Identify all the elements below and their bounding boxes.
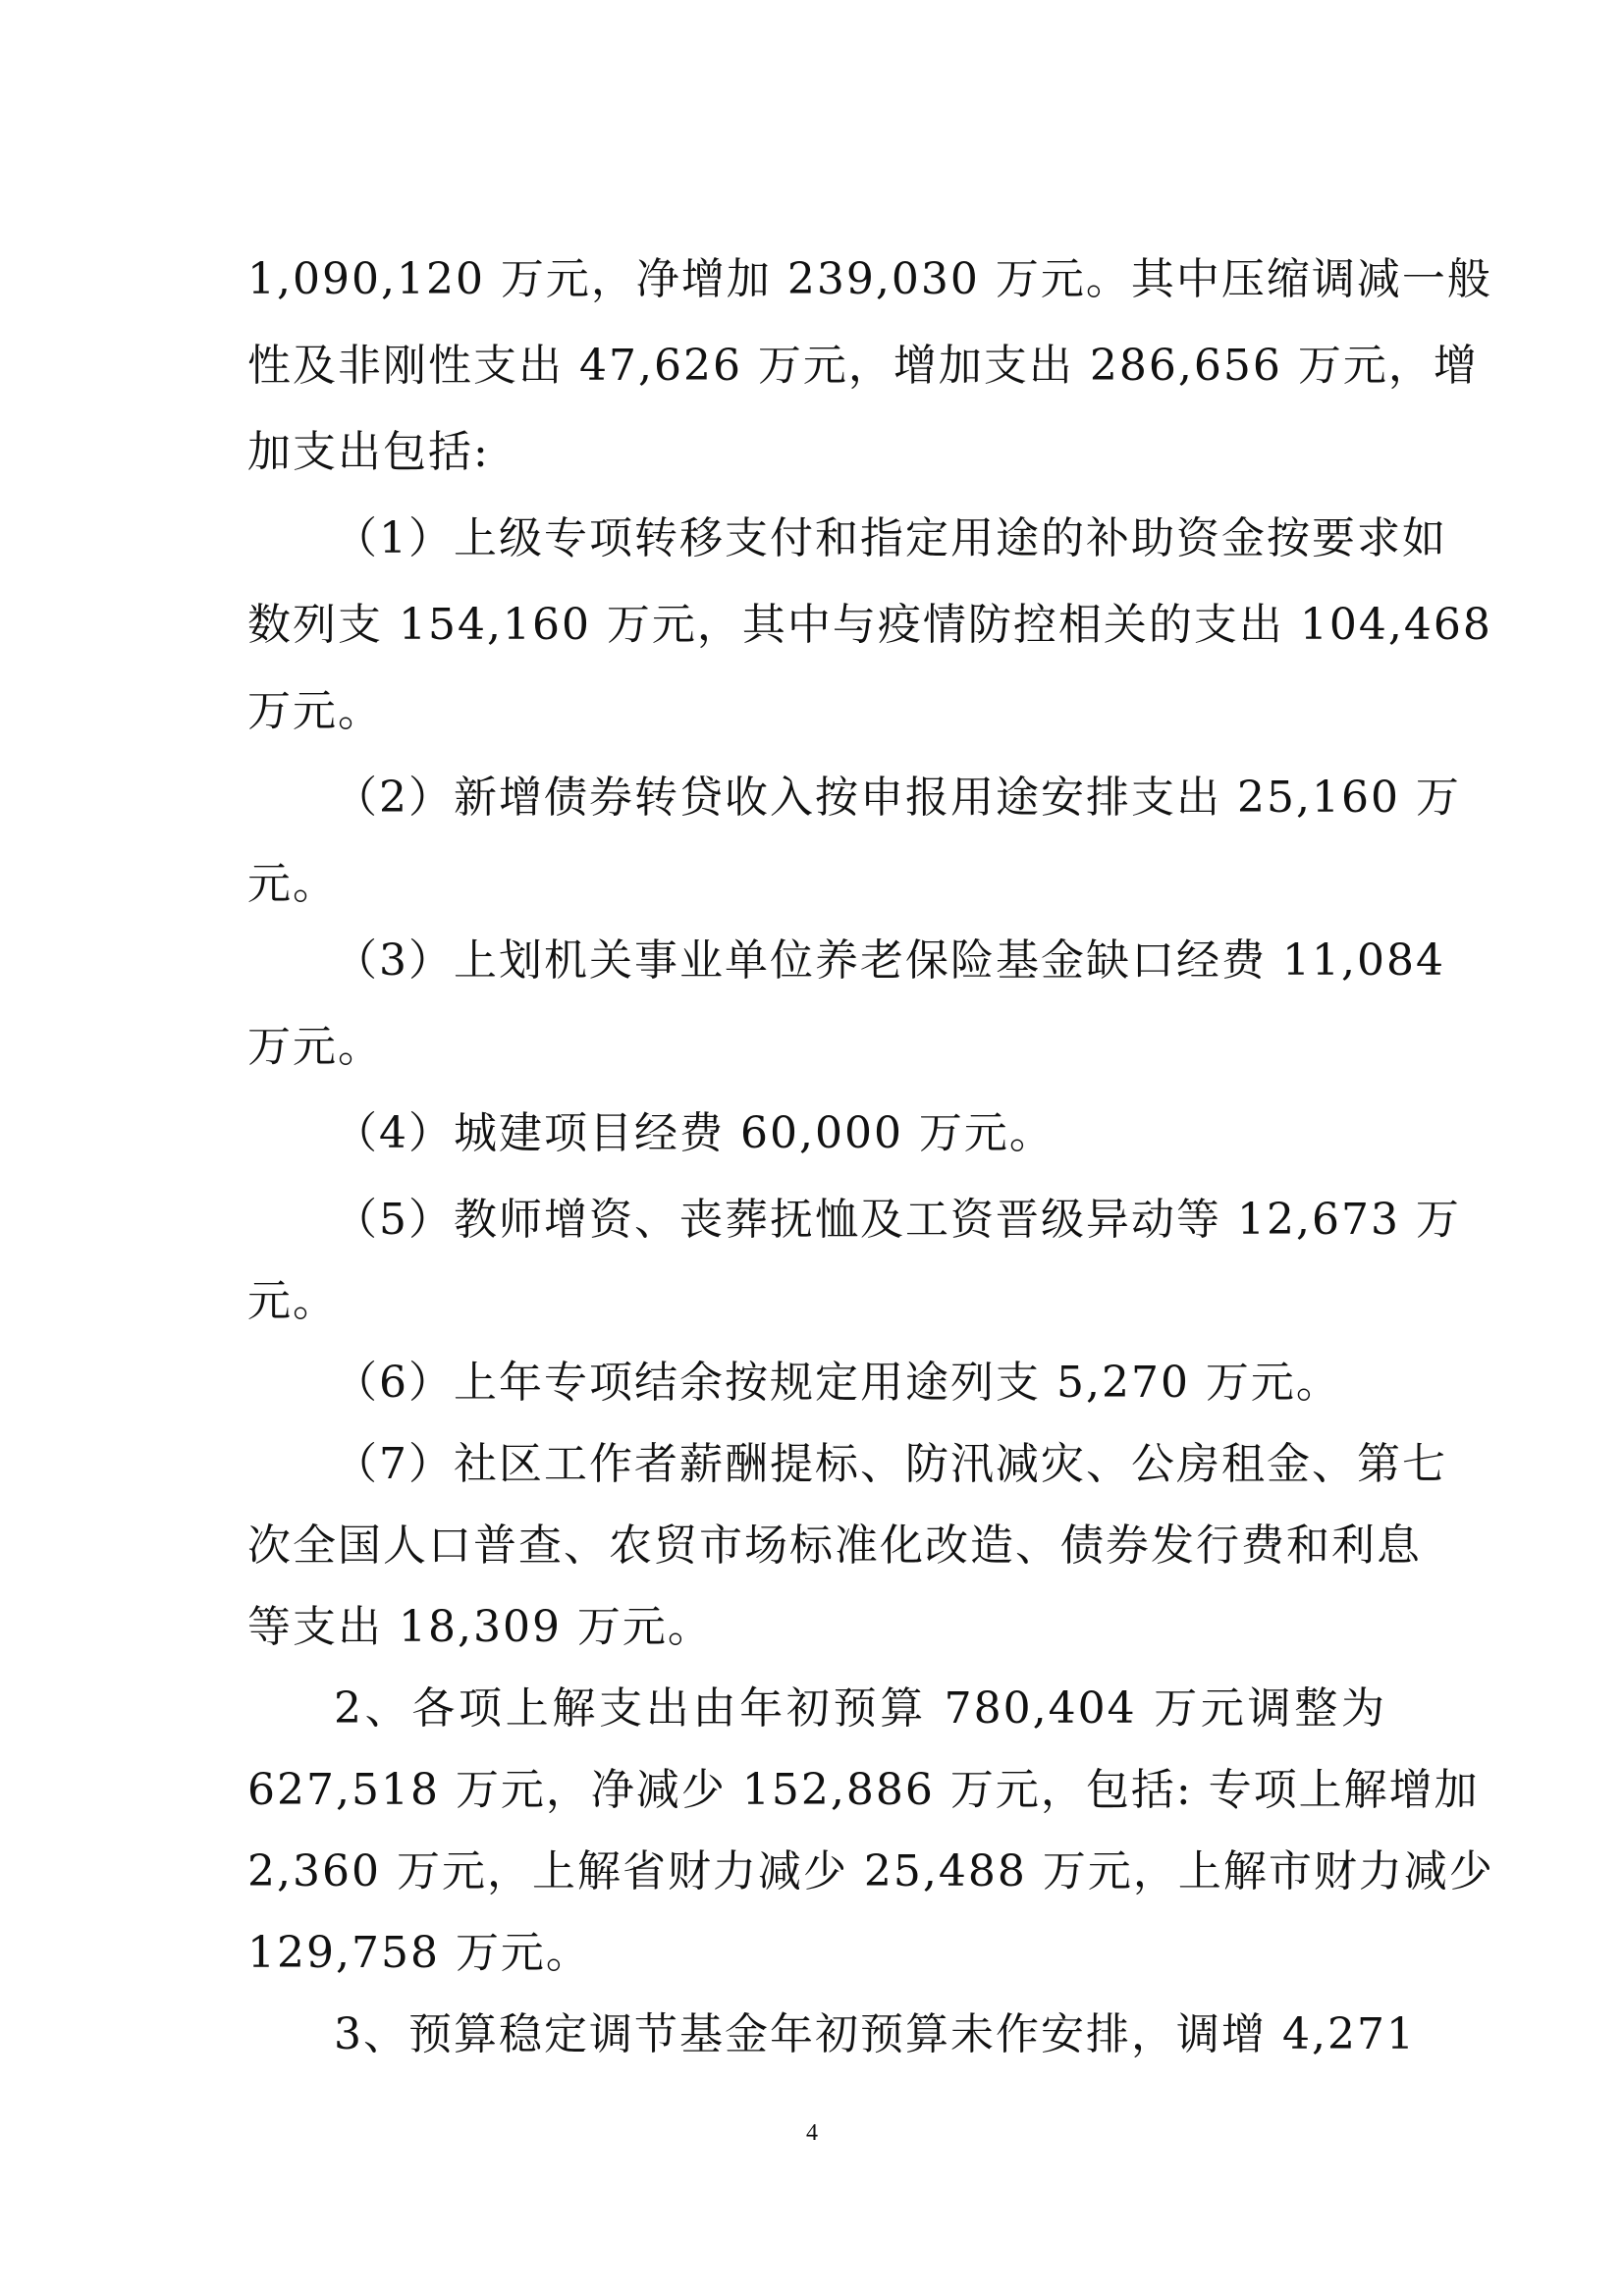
text-line: 加支出包括: <box>247 427 490 477</box>
text-line: 3、预算稳定调节基金年初预算未作安排，调增 4,271 <box>334 2009 1416 2059</box>
page-number: 4 <box>806 2120 818 2146</box>
text-line: 等支出 18,309 万元。 <box>247 1602 713 1652</box>
text-line: 元。 <box>247 859 338 909</box>
text-line: 次全国人口普查、农贸市场标准化改造、债券发行费和利息 <box>247 1521 1422 1571</box>
text-line: 2、各项上解支出由年初预算 780,404 万元调整为 <box>334 1683 1386 1734</box>
text-line: 性及非刚性支出 47,626 万元，增加支出 286,656 万元，增 <box>247 341 1479 391</box>
text-line: （4）城建项目经费 60,000 万元。 <box>334 1108 1055 1158</box>
text-line: 数列支 154,160 万元，其中与疫情防控相关的支出 104,468 <box>247 600 1492 650</box>
text-line: 元。 <box>247 1276 338 1326</box>
text-line: （6）上年专项结余按规定用途列支 5,270 万元。 <box>334 1358 1341 1408</box>
text-line: （3）上划机关事业单位养老保险基金缺口经费 11,084 <box>334 935 1445 986</box>
text-line: （5）教师增资、丧葬抚恤及工资晋级异动等 12,673 万 <box>334 1195 1461 1245</box>
text-line: （1）上级专项转移支付和指定用途的补助资金按要求如 <box>334 513 1447 563</box>
text-line: （2）新增债券转贷收入按申报用途安排支出 25,160 万 <box>334 773 1461 823</box>
text-line: 1,090,120 万元，净增加 239,030 万元。其中压缩调减一般 <box>247 254 1492 304</box>
text-line: 万元。 <box>247 1022 383 1072</box>
text-line: 2,360 万元，上解省财力减少 25,488 万元，上解市财力减少 <box>247 1846 1494 1896</box>
text-line: （7）社区工作者薪酬提标、防汛减灾、公房租金、第七 <box>334 1439 1447 1489</box>
text-line: 129,758 万元。 <box>247 1928 591 1978</box>
text-line: 627,518 万元，净减少 152,886 万元，包括: 专项上解增加 <box>247 1765 1480 1815</box>
text-line: 万元。 <box>247 686 383 736</box>
